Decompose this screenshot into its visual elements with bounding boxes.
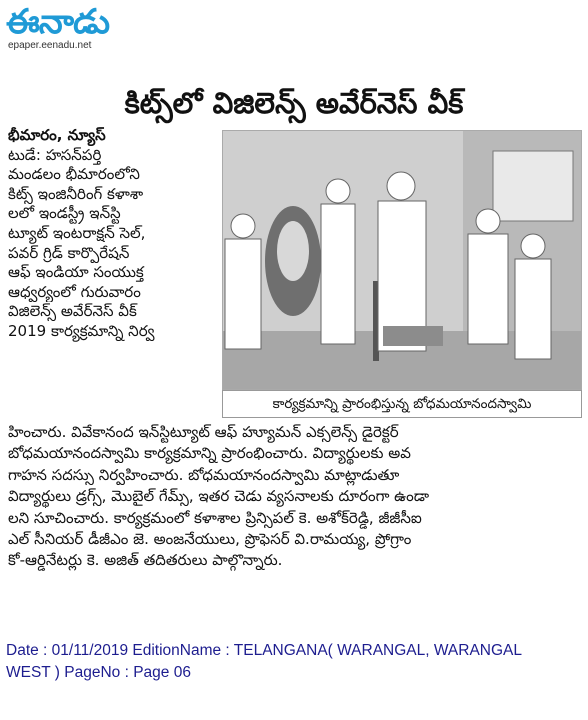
article-line: భీమారం, న్యూస్ <box>8 126 106 144</box>
article-line: ఆఫ్ ఇండియా సంయుక్త <box>8 263 144 282</box>
article-line: విజిలెన్స్ అవేర్‌నెస్ వీక్ <box>8 302 137 321</box>
article-headline: కిట్స్‌లో విజిలెన్స్ అవేర్‌నెస్ వీక్ <box>124 86 464 120</box>
event-photo <box>222 130 582 390</box>
edition-line: WEST ) PageNo : Page 06 <box>6 664 191 681</box>
article-line: గాహన సదస్సు నిర్వహించారు. బోధమయానందస్వామి మాట్లాడుతూ <box>8 465 400 484</box>
eenadu-logo <box>6 4 138 52</box>
article-line: ఆధ్వర్యంలో గురువారం <box>8 282 141 301</box>
logo-wordmark: ఈనాడు <box>6 2 110 42</box>
article-full-width <box>8 422 580 572</box>
article-left-column <box>8 126 216 342</box>
article-line: మండలం భీమారంలోని <box>8 165 140 184</box>
article-line: కో-ఆర్డినేటర్లు కె. అజిత్ తదితరులు పాల్గొన్నారు. <box>8 551 283 570</box>
photo-caption: కార్యక్రమాన్ని ప్రారంభిస్తున్న బోధమయానందస్వామి <box>222 390 582 418</box>
article-line: విద్యార్థులు డ్రగ్స్, మొబైల్ గేమ్స్, ఇతర చెడు వ్యసనాలకు దూరంగా ఉండా <box>8 487 430 506</box>
article-line: బోధమయానందస్వామి కార్యక్రమాన్ని ప్రారంభించారు. విద్యార్థులకు అవ <box>8 444 411 463</box>
article-line: ఎల్ సీనియర్ డీజీఎం జె. అంజనేయులు, ప్రొఫెసర్ వి.రామయ్య, ప్రోగ్రాం <box>8 530 412 549</box>
edition-line: Date : 01/11/2019 EditionName : TELANGANA( WARANGAL, WARANGAL <box>6 642 523 659</box>
article-line: టుడే: హసన్‌పర్తి <box>8 145 102 164</box>
site-url: epaper.eenadu.net <box>8 40 92 51</box>
article-line: లలో ఇండస్ట్రీ ఇన్‌స్టి <box>8 204 121 223</box>
article-line: లని సూచించారు. కార్యక్రమంలో కళాశాల ప్రిన్సిపల్ కె. అశోక్‌రెడ్డి, జీజీసీఐ <box>8 508 422 527</box>
article-line: హించారు. వివేకానంద ఇన్‌స్టిట్యూట్ ఆఫ్ హ్యూమన్ ఎక్సలెన్స్ డైరెక్టర్ <box>8 423 399 441</box>
article-line: పవర్ గ్రిడ్ కార్పొరేషన్ <box>8 243 130 262</box>
article-line: కిట్స్ ఇంజినీరింగ్ కళాశా <box>8 184 144 203</box>
article-line: 2019 కార్యక్రమాన్ని నిర్వ <box>8 321 155 340</box>
edition-info <box>6 640 576 684</box>
article-line: ట్యూట్ ఇంటరాక్షన్ సెల్, <box>8 223 146 242</box>
